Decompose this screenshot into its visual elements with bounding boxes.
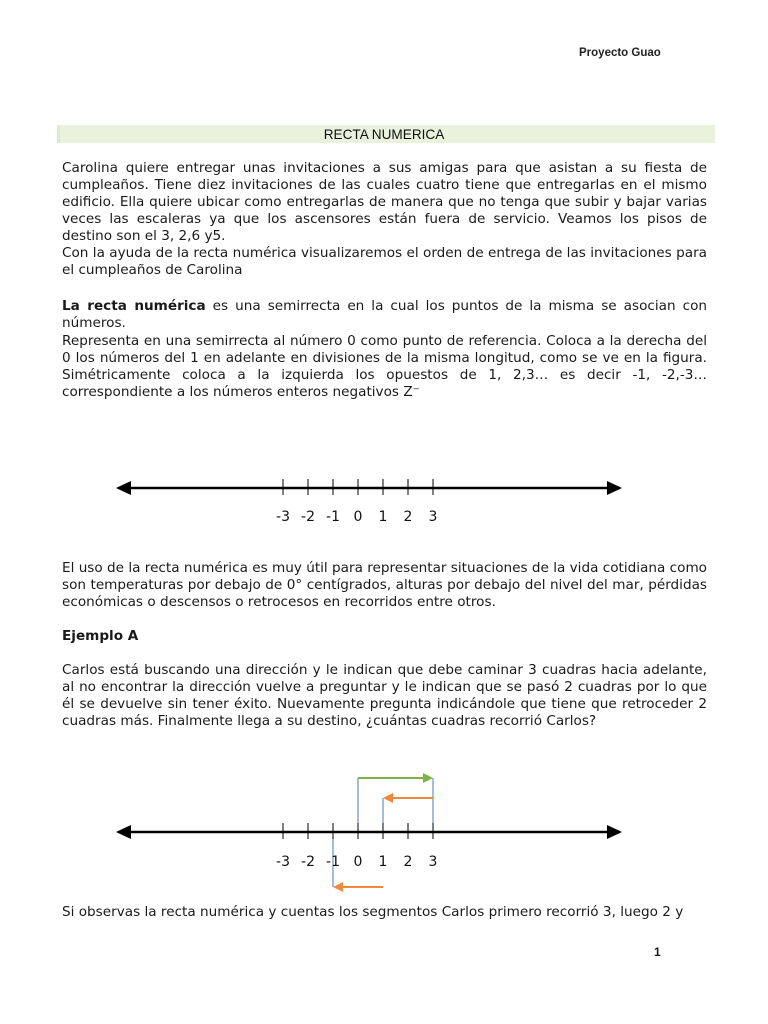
tick-label: -1 xyxy=(326,854,340,870)
number-line-figure xyxy=(0,470,768,530)
tick-label: 2 xyxy=(403,854,413,870)
left-arrowhead xyxy=(116,825,131,839)
intro-paragraph: Carolina quiere entregar unas invitaciones a sus amigas para que asistan a su fiesta de cumpleaños. Tiene diez invitaciones de las cuales cuatro tiene que entregarlas en el mismo edificio. Ella quiere ubicar como entregarlas de manera que no tenga que subir y bajar varias veces las escaleras ya que los ascensores están fuera de servicio. Veamos los pisos de destino son el 3, 2,6 y5. xyxy=(62,160,707,244)
section-title: RECTA NUMERICA xyxy=(323,127,445,142)
tick-label: -3 xyxy=(276,509,290,525)
tick-label: -2 xyxy=(301,509,315,525)
tick-label: 1 xyxy=(378,854,388,870)
move-arrowhead xyxy=(333,882,343,892)
move-arrowhead xyxy=(423,773,433,783)
closing-paragraph: Si observas la recta numérica y cuentas los segmentos Carlos primero recorrió 3, luego 2 y xyxy=(62,904,684,920)
page-number: 1 xyxy=(654,945,661,959)
running-header: Proyecto Guao xyxy=(579,47,661,59)
definition-term: La recta numérica xyxy=(62,298,206,314)
left-arrowhead xyxy=(116,481,131,495)
tick-label: -3 xyxy=(276,854,290,870)
example-paragraph: Carlos está buscando una dirección y le indican que debe caminar 3 cuadras hacia adelante, al no encontrar la dirección vuelve a preguntar y le indican que se pasó 2 cuadras por lo que él se devuelve sin tener éxito. Nuevamente pregunta indicándole que tiene que retroceder 2 cuadras más. Finalmente llega a su destino, ¿cuántas cuadras recorrió Carlos? xyxy=(62,662,707,729)
tick-label: -1 xyxy=(326,509,340,525)
instructions-paragraph: Representa en una semirrecta al número 0 como punto de referencia. Coloca a la derecha del 0 los números del 1 en adelante en divisiones de la misma longitud, como se ve en la figura. Simétricamente coloca a la izquierda los opuestos de 1, 2,3… es decir -1, -2,-3… correspondiente a los números enteros negativos Z⁻ xyxy=(62,333,707,400)
tick-label: 1 xyxy=(378,509,388,525)
definition-text: es una semirrecta en la cual los puntos de la misma se asocian con números. xyxy=(62,298,707,331)
definition-paragraph xyxy=(62,298,707,332)
tick-label: 3 xyxy=(428,509,438,525)
intro-paragraph-2: Con la ayuda de la recta numérica visualizaremos el orden de entrega de las invitaciones para el cumpleaños de Carolina xyxy=(62,245,707,278)
tick-label: 0 xyxy=(353,854,363,870)
tick-label: 3 xyxy=(428,854,438,870)
tick-label: 0 xyxy=(353,509,363,525)
tick-label: -2 xyxy=(301,854,315,870)
right-arrowhead xyxy=(607,481,622,495)
tick-label: 2 xyxy=(403,509,413,525)
move-arrowhead xyxy=(383,793,393,803)
example-number-line-figure xyxy=(0,760,768,900)
right-arrowhead xyxy=(607,825,622,839)
example-heading: Ejemplo A xyxy=(62,628,139,644)
usage-paragraph: El uso de la recta numérica es muy útil para representar situaciones de la vida cotidiana como son temperaturas por debajo de 0° centígrados, alturas por debajo del nivel del mar, pérdidas económicas o descensos o retrocesos en recorridos entre otros. xyxy=(62,560,707,610)
